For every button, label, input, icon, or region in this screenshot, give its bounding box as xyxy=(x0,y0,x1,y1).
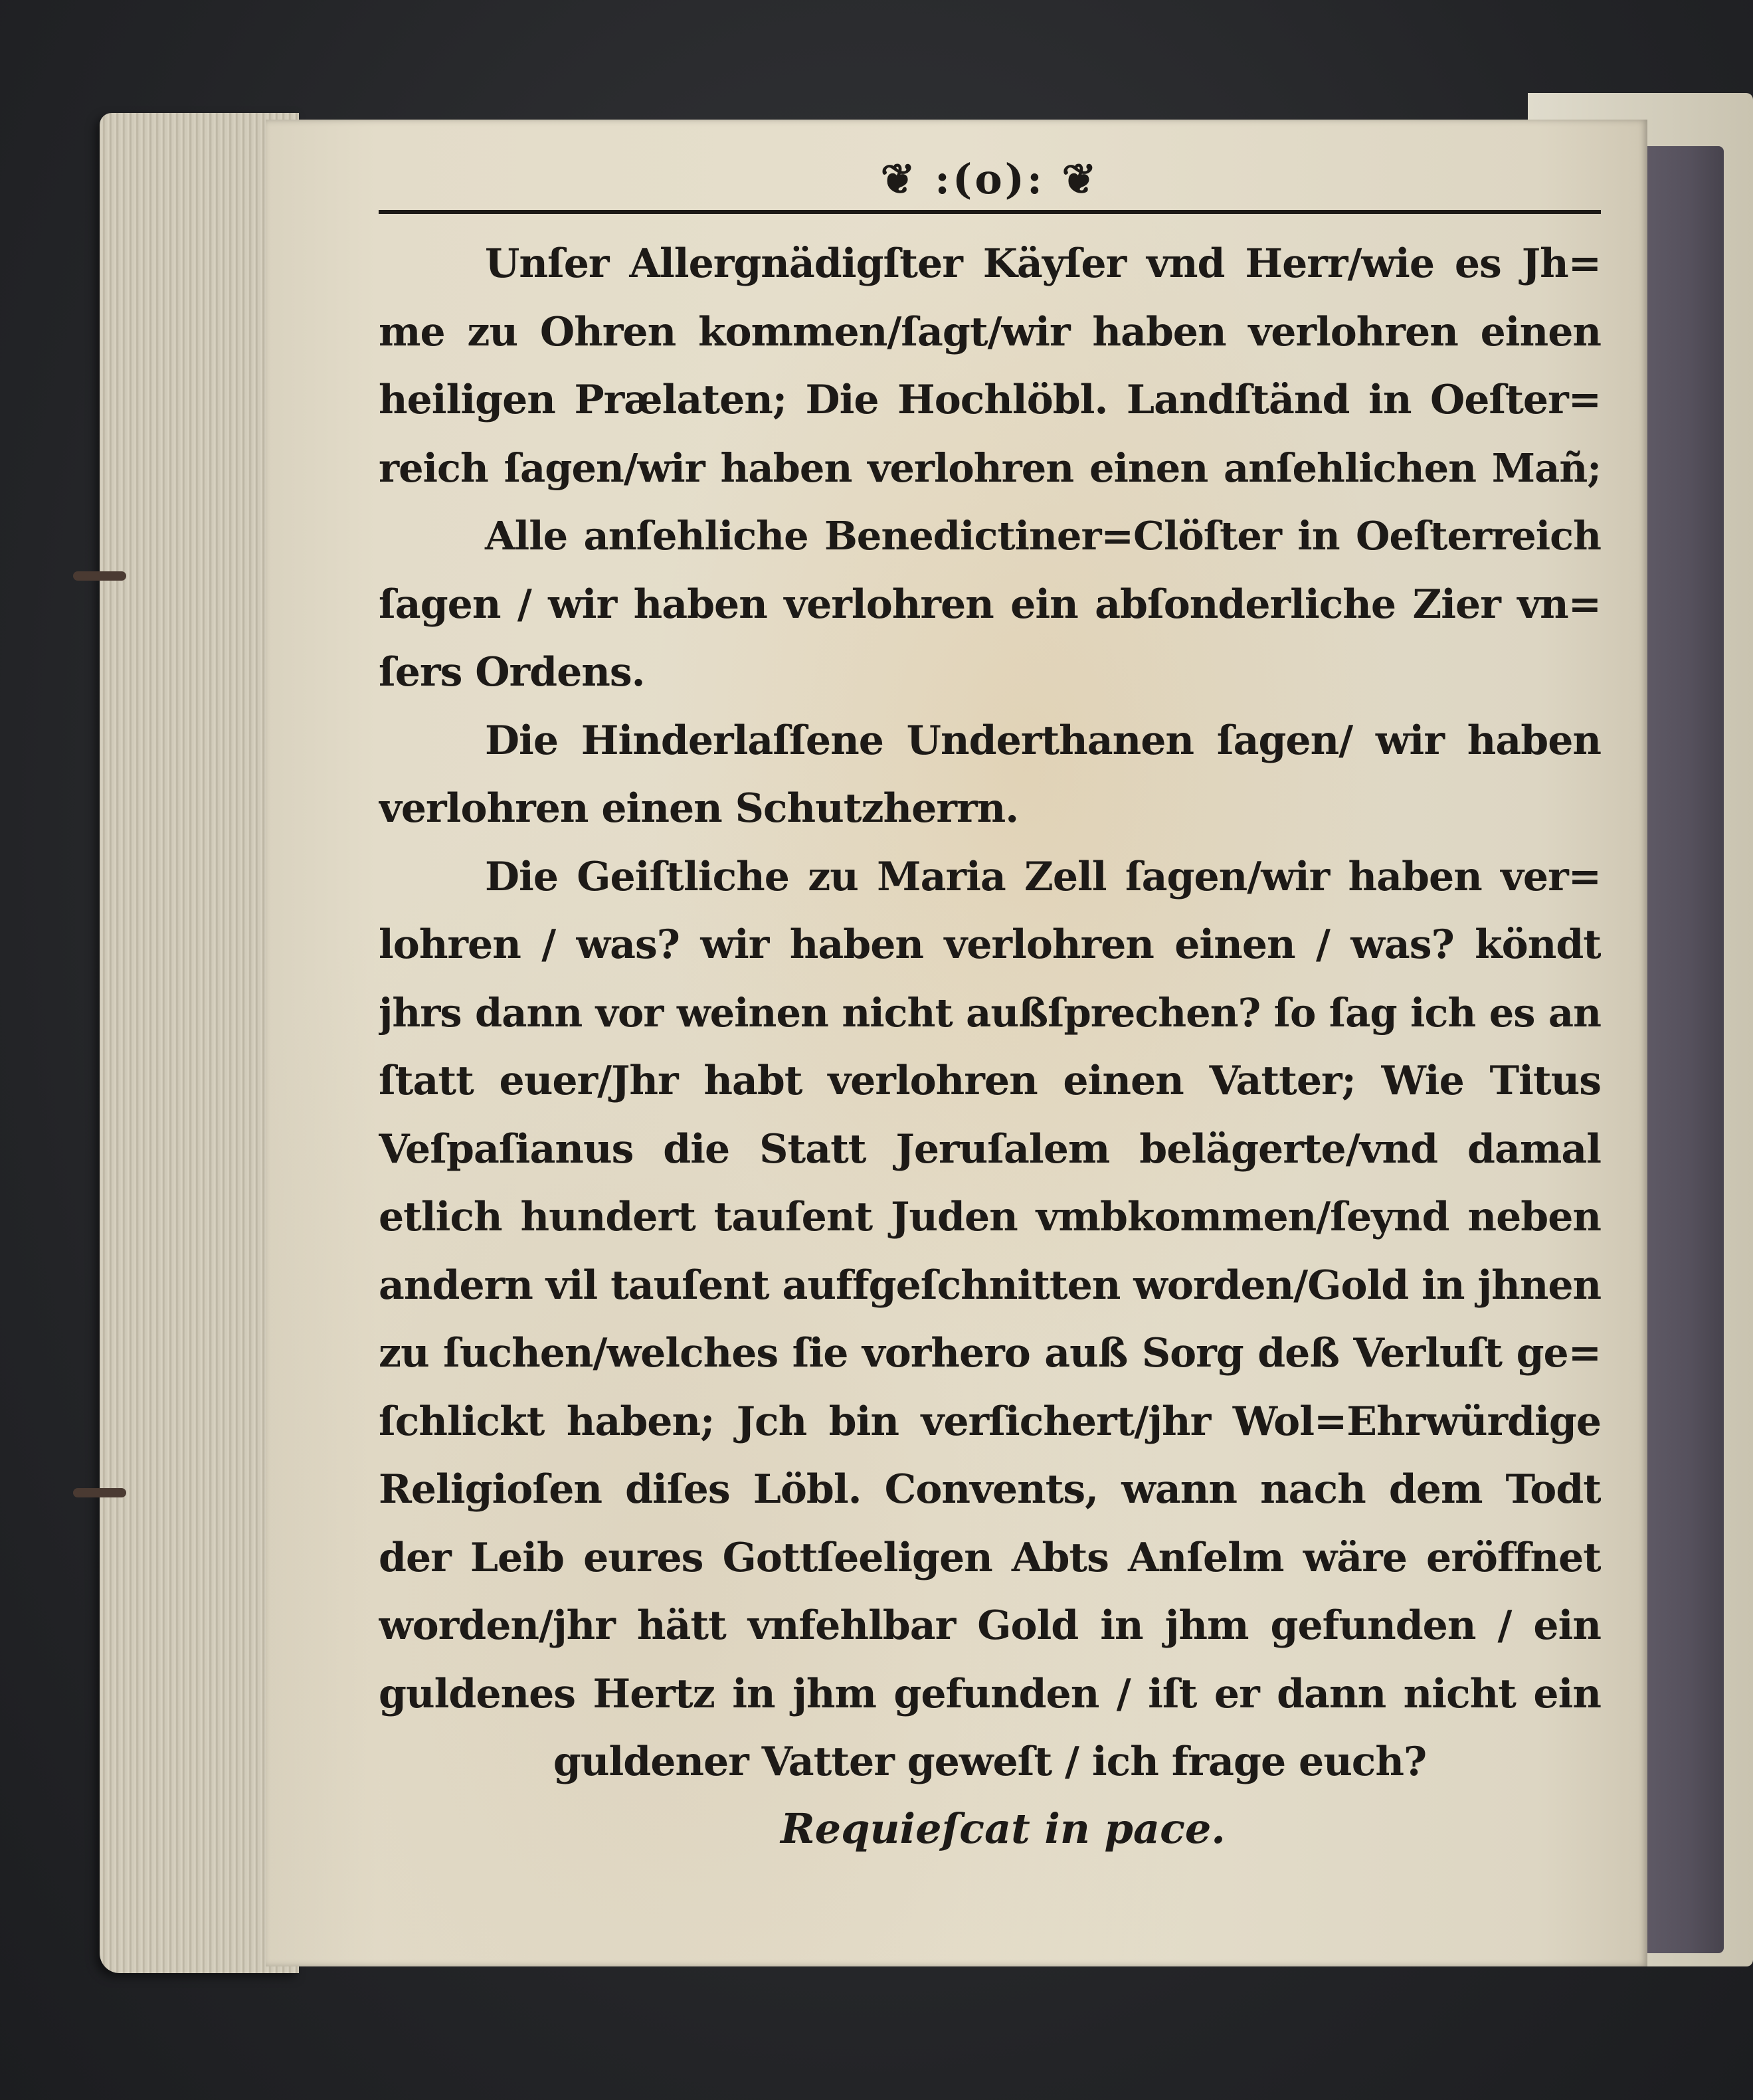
text-line: der Leib eures Gottſeeligen Abts Anſelm wäre eröffnet xyxy=(379,1534,1601,1581)
text-line: heiligen Prælaten; Die Hochlöbl. Landſtänd in Oeſter= xyxy=(379,377,1601,423)
text-line: reich ſagen/wir haben verlohren einen anſehlichen Mañ; xyxy=(379,444,1601,491)
paragraph-3 xyxy=(379,707,1601,843)
text-line: lohren / was? wir haben verlohren einen / was? köndt xyxy=(379,921,1601,968)
text-line: Veſpaſianus die Statt Jeruſalem belägerte/vnd damal xyxy=(379,1125,1601,1173)
text-line: ſtatt euer/Jhr habt verlohren einen Vatter; Wie Titus xyxy=(379,1058,1601,1104)
text-line: guldenes Hertz in jhm gefunden / iſt er dann nicht ein xyxy=(379,1670,1601,1717)
text-line: Die Hinderlaſſene Underthanen ſagen/ wir haben xyxy=(485,717,1601,764)
page-header-ornament: ❦ :(o): ❦ xyxy=(880,155,1099,203)
text-line: Die Geiſtliche zu Maria Zell ſagen/wir haben ver= xyxy=(485,853,1601,900)
text-line: ſchlickt haben; Jch bin verſichert/jhr Wol=Ehrwürdige xyxy=(379,1398,1601,1445)
text-line: me zu Ohren kommen/ſagt/wir haben verlohren einen xyxy=(379,308,1601,355)
closing-line: Requieſcat in pace. xyxy=(781,1804,1226,1853)
body-text xyxy=(379,230,1601,1796)
text-line: etlich hundert tauſent Juden vmbkommen/ſeynd neben xyxy=(379,1194,1601,1240)
text-line: andern vil tauſent auffgeſchnitten worden/Gold in jhnen xyxy=(379,1262,1601,1309)
text-line: worden/jhr hätt vnfehlbar Gold in jhm gefunden / ein xyxy=(379,1602,1601,1649)
page-content xyxy=(379,153,1601,1920)
binding-cord xyxy=(73,1488,126,1497)
text-line: ſers Ordens. xyxy=(379,649,645,696)
text-line: Alle anſehliche Benedictiner=Clöſter in Oeſterreich xyxy=(485,513,1601,559)
paragraph-4 xyxy=(379,843,1601,1796)
text-line: Religioſen diſes Löbl. Convents, wann nach dem Todt xyxy=(379,1466,1601,1513)
text-line: jhrs dann vor weinen nicht außſprechen? ſo ſag ich es an xyxy=(379,989,1601,1036)
text-line: zu ſuchen/welches ſie vorhero auß Sorg deß Verluſt ge= xyxy=(379,1330,1601,1377)
text-line: Unſer Allergnädigſter Käyſer vnd Herr/wie es Jh= xyxy=(485,240,1601,287)
paragraph-1 xyxy=(379,230,1601,502)
book-page xyxy=(266,120,1647,1966)
text-line: ſagen / wir haben verlohren ein abſonderliche Zier vn= xyxy=(379,581,1601,628)
header-rule xyxy=(379,210,1601,223)
binding-cord xyxy=(73,571,126,581)
paragraph-2 xyxy=(379,502,1601,707)
text-line: verlohren einen Schutzherrn. xyxy=(379,785,1019,832)
text-line: guldener Vatter geweſt / ich frage euch? xyxy=(553,1739,1427,1785)
